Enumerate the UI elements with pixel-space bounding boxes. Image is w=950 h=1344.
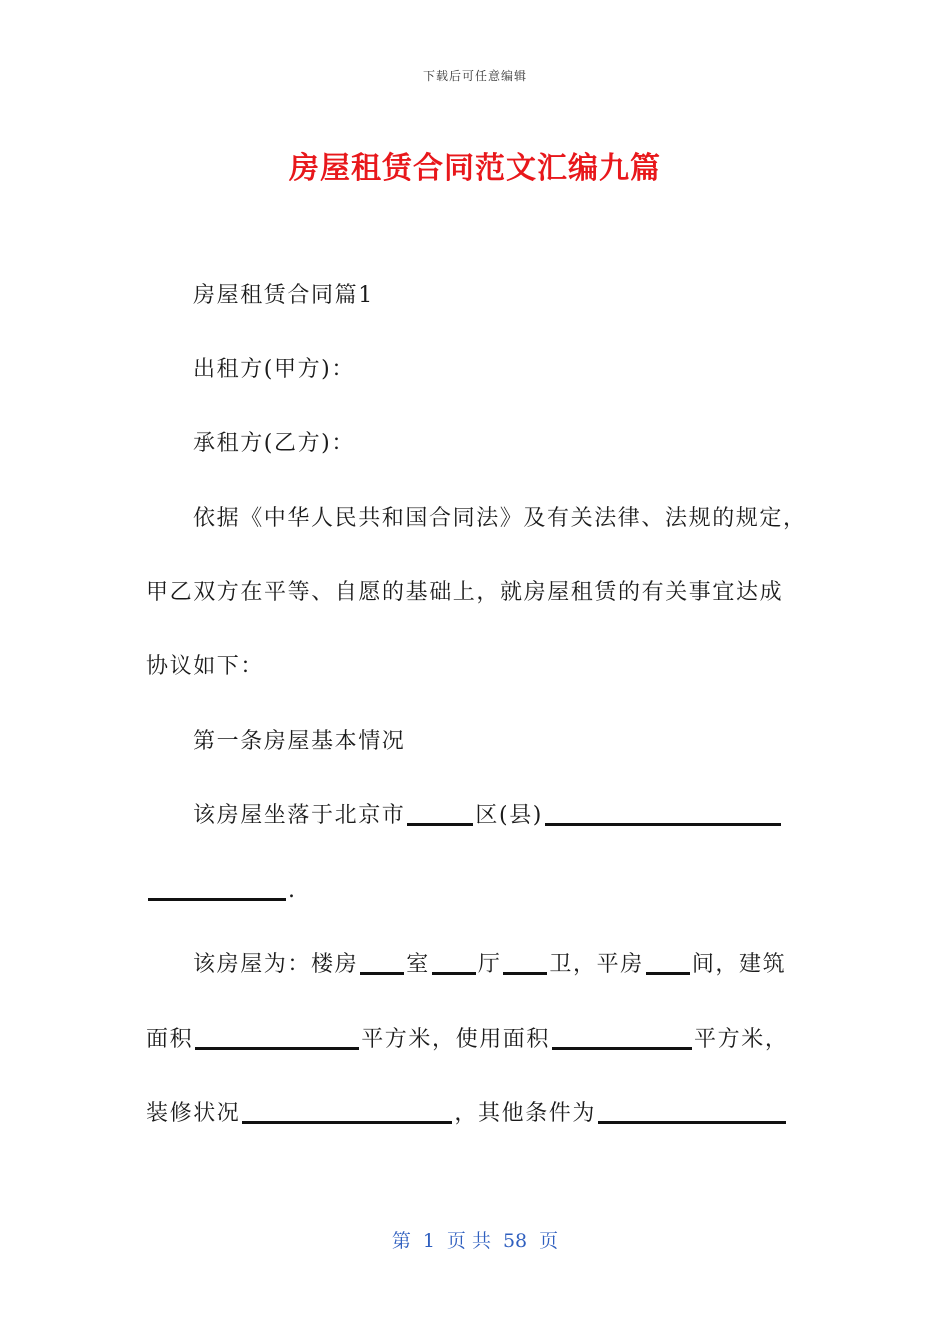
address-line-cont [146,876,297,906]
period-mark: . [288,878,297,903]
decoration-blank[interactable] [242,1099,452,1124]
paragraph-line: 协议如下： [146,654,265,679]
building-area-blank[interactable] [195,1025,359,1050]
hall-blank[interactable] [432,950,476,975]
district-label: 区(县) [475,803,543,828]
layout-label: 该房屋为：楼房 [193,952,359,977]
address-blank-cont[interactable] [148,876,286,901]
other-conditions-blank[interactable] [598,1099,786,1124]
decoration-line [146,1099,788,1129]
lessor-line: 出租方(甲方)： [193,357,355,382]
address-label: 该房屋坐落于北京市 [193,803,406,828]
usable-area-blank[interactable] [552,1025,692,1050]
house-layout-line [193,950,786,980]
footer-suffix: 页 [539,1230,559,1252]
area-line [146,1025,788,1055]
decoration-label: 装修状况 [146,1101,241,1126]
total-pages: 58 [502,1230,528,1252]
paragraph-line: 甲乙双方在平等、自愿的基础上，就房屋租赁的有关事宜达成 [146,580,784,605]
address-line [193,801,783,831]
page-footer [0,1226,950,1253]
address-blank[interactable] [545,801,781,826]
area-label: 面积 [146,1027,194,1052]
bungalow-label: 间，建筑 [691,952,787,977]
article-heading: 第一条房屋基本情况 [193,729,406,754]
other-conditions-label: ，其他条件为 [454,1101,597,1126]
document-title: 房屋租赁合同范文汇编九篇 [289,151,661,186]
lessee-line: 承租方(乙方)： [193,431,355,456]
district-blank[interactable] [407,801,473,826]
footer-mid: 页 共 [446,1230,491,1252]
hall-label: 厅 [477,952,502,977]
bath-label: 卫，平房 [549,952,644,977]
paragraph-line: 依据《中华人民共和国合同法》及有关法律、法规的规定， [193,506,807,531]
room-blank[interactable] [360,950,404,975]
bath-blank[interactable] [503,950,547,975]
room-label: 室 [406,952,430,977]
bungalow-rooms-blank[interactable] [646,950,690,975]
header-note: 下载后可任意编辑 [422,69,527,83]
page-number: 1 [422,1230,435,1252]
usable-area-label: 平方米，使用面积 [361,1027,551,1052]
section-heading-1: 房屋租赁合同篇1 [193,283,374,308]
footer-prefix: 第 [391,1230,411,1252]
sqm-label: 平方米， [694,1027,789,1052]
